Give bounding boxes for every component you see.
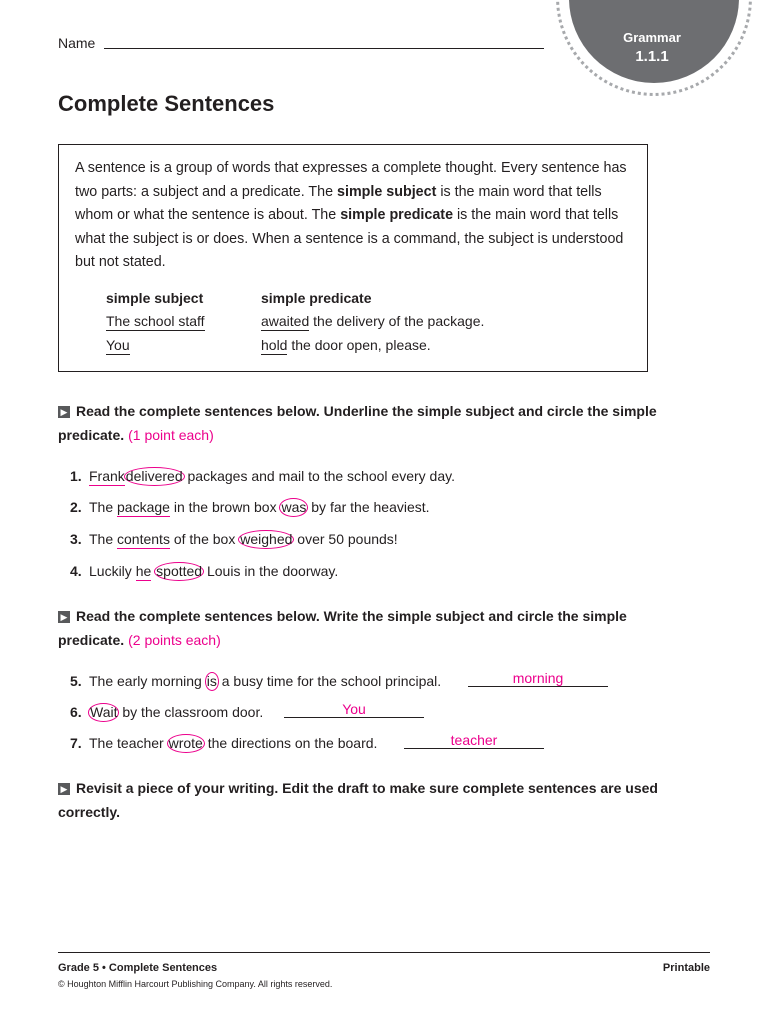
footer-grade: Grade 5 • Complete Sentences	[58, 962, 218, 974]
list-item: 5. The early morning is a busy time for the school principal.	[70, 673, 442, 689]
example1-predicate: awaited the delivery of the package.	[261, 313, 485, 329]
definition-text-2: is the main word that tells whom or what the sentence is about. The	[75, 183, 602, 223]
circled-predicate[interactable]: Wait	[90, 704, 118, 720]
term-simple-subject: simple subject	[337, 183, 437, 200]
column-head-predicate: simple predicate	[261, 290, 372, 306]
example2-predicate: hold the door open, please.	[261, 337, 431, 353]
list-item: 7. The teacher wrote the directions on the board.	[70, 735, 378, 751]
badge-number: 1.1.1	[635, 48, 669, 65]
name-label: Name	[58, 35, 96, 51]
section1-instruction: ▶ Read the complete sentences below. Underline the simple subject and circle the simple predicate. (1 point each)	[58, 403, 657, 443]
triangle-right-icon: ▶	[58, 611, 70, 623]
underlined-subject[interactable]: he	[135, 563, 152, 579]
answer-7[interactable]: teacher	[450, 732, 498, 748]
underlined-subject[interactable]: Frank	[89, 468, 125, 484]
circled-predicate[interactable]: weighed	[240, 531, 293, 547]
badge-subject: Grammar	[623, 30, 681, 45]
circled-predicate[interactable]: was	[281, 499, 307, 515]
circled-predicate[interactable]: wrote	[168, 735, 203, 751]
answer-line-6[interactable]	[284, 717, 424, 718]
example2-predicate-word: hold	[261, 337, 288, 353]
example1-predicate-word: awaited	[261, 313, 310, 329]
footer-printable: Printable	[662, 962, 710, 974]
list-item: 4. Luckily he spotted Louis in the doorway.	[70, 563, 339, 579]
list-item: 3. The contents of the box weighed over 50 pounds!	[70, 531, 398, 547]
footer-copyright: © Houghton Mifflin Harcourt Publishing Company. All rights reserved.	[58, 979, 333, 989]
circled-predicate[interactable]: is	[206, 673, 217, 689]
list-item: 1. Frankdelivered packages and mail to the school every day.	[70, 468, 455, 484]
section1-points: (1 point each)	[128, 427, 214, 443]
section2-instruction: ▶ Read the complete sentences below. Write the simple subject and circle the simple predicate. (2 points each)	[58, 608, 627, 648]
answer-6[interactable]: You	[342, 701, 366, 717]
circled-predicate[interactable]: delivered	[125, 468, 183, 484]
list-item: 6. Wait by the classroom door.	[70, 704, 264, 720]
circled-predicate[interactable]: spotted	[156, 563, 203, 579]
definition-text-1: A sentence is a group of words that expresses a complete thought. Every sentence has two parts: a subject and a predicate. The	[75, 160, 627, 200]
underlined-subject[interactable]: contents	[117, 531, 170, 547]
section2-points: (2 points each)	[128, 632, 221, 648]
footer-rule	[58, 952, 710, 953]
answer-line-5[interactable]	[468, 686, 608, 687]
answer-5[interactable]: morning	[512, 670, 564, 686]
name-line[interactable]	[104, 48, 544, 49]
underlined-subject[interactable]: package	[117, 499, 170, 515]
section3-instruction: ▶ Revisit a piece of your writing. Edit the draft to make sure complete sentences are used correctly.	[58, 780, 658, 820]
triangle-right-icon: ▶	[58, 406, 70, 418]
term-simple-predicate: simple predicate	[340, 207, 454, 223]
triangle-right-icon: ▶	[58, 783, 70, 795]
answer-line-7[interactable]	[404, 748, 544, 749]
column-head-subject: simple subject	[106, 290, 204, 306]
list-item: 2. The package in the brown box was by far the heaviest.	[70, 499, 430, 515]
page-title: Complete Sentences	[58, 91, 275, 116]
definition-text-3: is the main word that tells what the subject is or does. When a sentence is a command, the subject is understood but not stated.	[75, 207, 624, 270]
example2-subject: You	[106, 337, 130, 353]
example1-subject: The school staff	[106, 313, 205, 329]
definition-paragraph	[75, 157, 635, 275]
